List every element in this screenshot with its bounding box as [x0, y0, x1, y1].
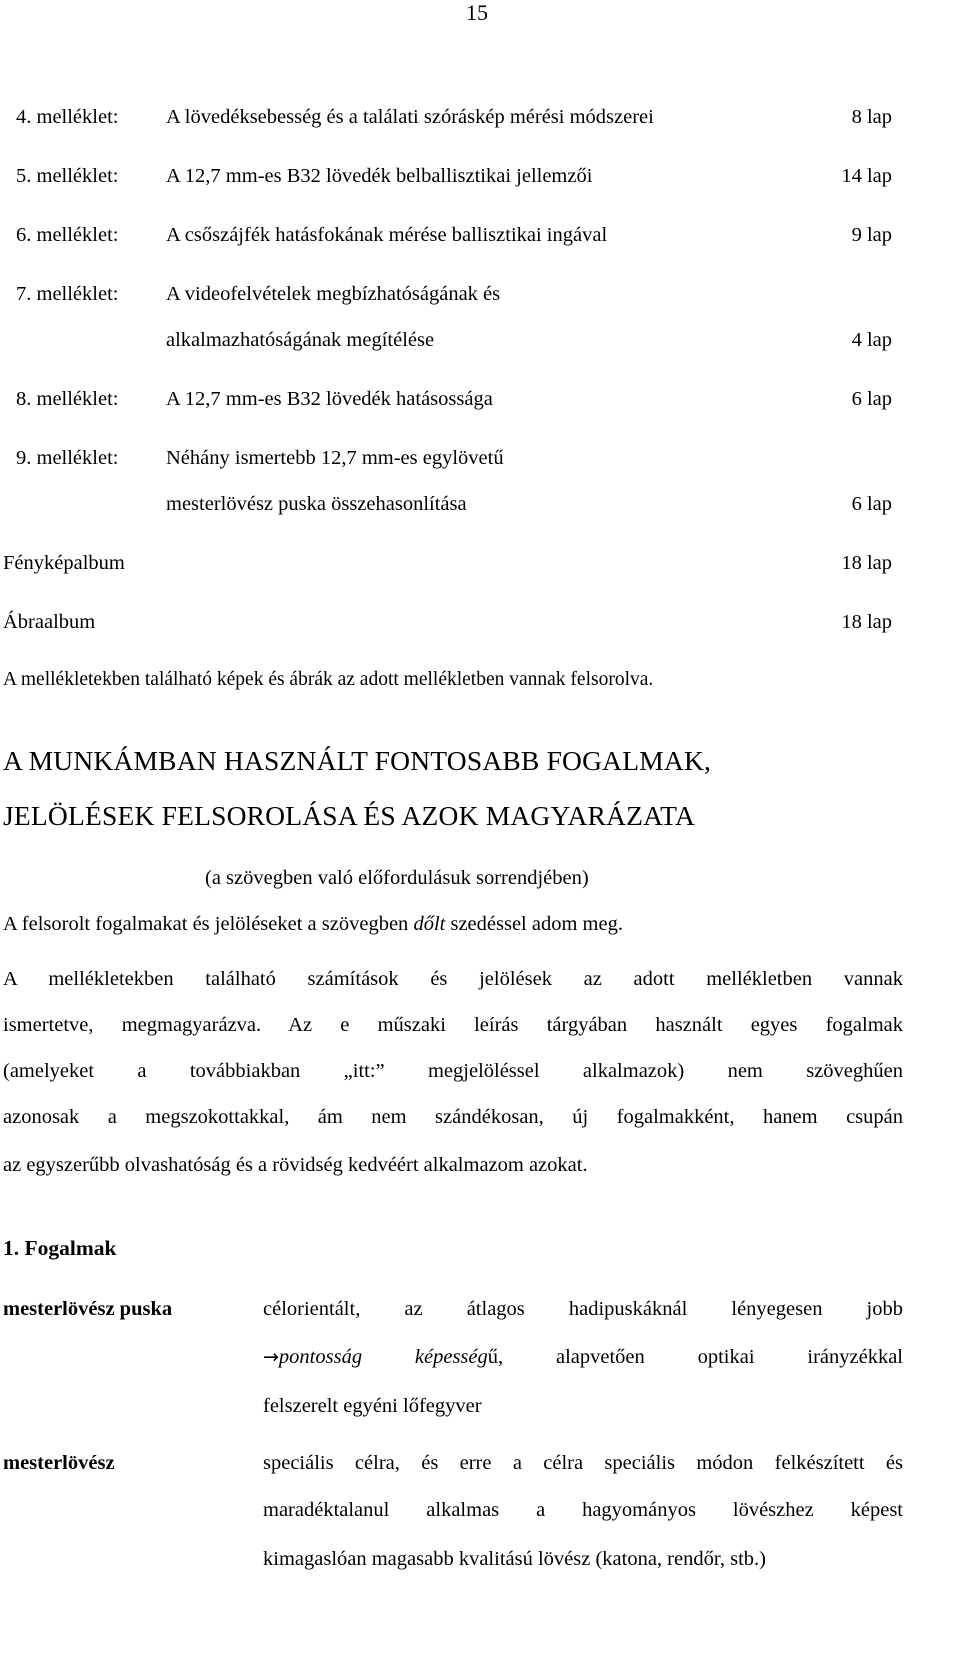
paragraph-line: azonosak a megszokottakkal, ám nem szándékosan, új fogalmakként, hanem csupán — [3, 1106, 903, 1128]
italic-note-italic: dőlt — [413, 913, 446, 935]
heading-concepts: 1. Fogalmak — [3, 1236, 117, 1260]
annex-pages: 9 lap — [851, 224, 892, 246]
annex-number: 5. melléklet: — [16, 165, 119, 187]
annex-number: 9. melléklet: — [16, 447, 119, 469]
paragraph-line: az egyszerűbb olvashatóság és a rövidség kedvéért alkalmazom azokat. — [3, 1154, 588, 1176]
annex-title: A 12,7 mm-es B32 lövedék hatásossága — [166, 388, 493, 410]
annex-number: 6. melléklet: — [16, 224, 119, 246]
paragraph-line: ismertetve, megmagyarázva. Az e műszaki leírás tárgyában használt egyes fogalmak — [3, 1014, 903, 1036]
annex-number: 8. melléklet: — [16, 388, 119, 410]
annex-pages: 6 lap — [851, 493, 892, 515]
album-pages: 18 lap — [841, 552, 892, 574]
annex-title: Néhány ismertebb 12,7 mm-es egylövetű — [166, 447, 504, 469]
term-reference: pontosság képesség — [278, 1346, 488, 1368]
italic-note-before: A felsorolt fogalmakat és jelöléseket a szövegben — [3, 913, 414, 935]
term-definition-line: felszerelt egyéni lőfegyver — [263, 1395, 482, 1417]
annex-pages: 6 lap — [851, 388, 892, 410]
annex-title: A videofelvételek megbízhatóságának és — [166, 283, 501, 305]
arrow-right-icon: → — [263, 1346, 279, 1368]
annex-pages: 8 lap — [851, 106, 892, 128]
page-number: 15 — [466, 0, 488, 25]
annex-title-continuation: mesterlövész puska összehasonlítása — [166, 493, 467, 515]
annex-number: 7. melléklet: — [16, 283, 119, 305]
term-label: mesterlövész puska — [3, 1298, 173, 1320]
term-definition-line: célorientált, az átlagos hadipuskáknál lényegesen jobb — [263, 1298, 903, 1320]
italic-note-after: szedéssel adom meg. — [445, 913, 623, 935]
annex-title: A csőszájfék hatásfokának mérése ballisztikai ingával — [166, 224, 608, 246]
term-definition-line: kimagaslóan magasabb kvalitású lövész (katona, rendőr, stb.) — [263, 1548, 766, 1570]
album-title: Ábraalbum — [3, 611, 96, 633]
annex-pages: 14 lap — [841, 165, 892, 187]
term-definition-line: speciális célra, és erre a célra speciális módon felkészített és — [263, 1452, 903, 1474]
annex-title: A lövedéksebesség és a találati szóráskép mérési módszerei — [166, 106, 654, 128]
term-definition-rest: ű, alapvetően optikai irányzékkal — [487, 1346, 903, 1368]
album-title: Fényképalbum — [3, 552, 125, 574]
annex-title: A 12,7 mm-es B32 lövedék belballisztikai jellemzői — [166, 165, 593, 187]
paragraph-line: (amelyeket a továbbiakban „itt:” megjelöléssel alkalmazok) nem szöveghűen — [3, 1060, 903, 1082]
annex-number: 4. melléklet: — [16, 106, 119, 128]
annex-pages: 4 lap — [851, 329, 892, 351]
term-label: mesterlövész — [3, 1452, 115, 1474]
term-definition-line: maradéktalanul alkalmas a hagyományos lövészhez képest — [263, 1499, 903, 1521]
section-subtitle: (a szövegben való előfordulásuk sorrendjében) — [205, 867, 589, 889]
section-title-line2: JELÖLÉSEK FELSOROLÁSA ÉS AZOK MAGYARÁZATA — [3, 800, 696, 831]
annex-note: A mellékletekben található képek és ábrák az adott mellékletben vannak felsorolva. — [3, 669, 654, 690]
term-definition-line — [263, 1346, 903, 1369]
paragraph-line: A mellékletekben található számítások és jelölések az adott mellékletben vannak — [3, 968, 903, 990]
section-title-line1: A MUNKÁMBAN HASZNÁLT FONTOSABB FOGALMAK, — [3, 745, 712, 776]
italic-note — [3, 911, 623, 937]
album-pages: 18 lap — [841, 611, 892, 633]
annex-title-continuation: alkalmazhatóságának megítélése — [166, 329, 435, 351]
